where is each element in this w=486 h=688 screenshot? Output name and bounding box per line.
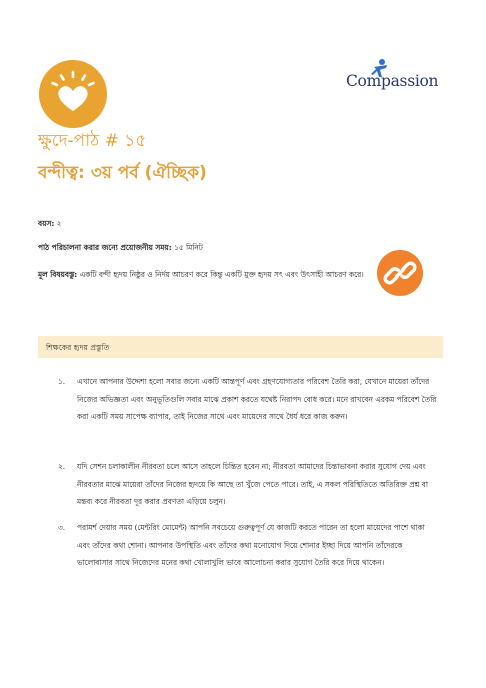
prep-time-label: পাঠ পরিচালনা করার জন্যে প্রয়োজনীয় সময়: bbox=[38, 243, 172, 252]
item-number: ৩. bbox=[58, 523, 66, 532]
item-text: এখানে আপনার উদ্দেশ্য হলো সবার জন্যে একটি আন্তপূর্ণ এবং গ্রহণযোগ্যতার পরিবেশ তৈরি করা, যেখানে মায়েরা তাঁদের নিজের অভিজ্ঞতা এবং অনুভূতিগুলি সবার মাঝে প্রকাশ করতে যথেষ্ট নিরাপদ বোধ করে। মনে রাখবেন এরকম পরিবেশ তৈরি করা একটি সময় সাপেক্ষ ব্যাপার, তাই নিজের সাথে এবং মায়েদের সাথে ধৈর্য ধরে কাজ করুন। bbox=[77, 377, 437, 421]
item-text: পরামর্শ দেয়ার সময় (মেন্টরিং মোমেন্ট) আপনি সবচেয়ে গুরুত্বপূর্ণ যে কাজটি করতে পারেন তা হলো মায়েদের পাশে থাকা এবং তাঁদের কথা শোনা। আপনার উপস্থিতি এবং তাঁদের কথা মনোযোগ দিয়ে শোনার ইচ্ছা দিয়ে আপনি তাঁদেরকে ভালোবাসার সাথে নিজেদের মনের কথা খোলাখুলি ভাবে আলোচনা করার সুযোগ তৈরি করে দিয়ে থাকেন। bbox=[77, 523, 425, 567]
series-title: ক্ষুদে-পাঠ # ১৫ bbox=[38, 131, 147, 151]
link-icon bbox=[377, 250, 423, 296]
age-value: ২ bbox=[56, 219, 62, 228]
compassion-logo bbox=[346, 58, 446, 98]
prep-time-value: ১৫ মিনিট bbox=[174, 243, 203, 252]
logo-text: Compassion bbox=[346, 72, 439, 90]
item-number: ১. bbox=[58, 377, 66, 386]
prep-time-line bbox=[38, 243, 203, 255]
lesson-title: বন্দীত্ব: ৩য় পর্ব (ঐচ্ছিক) bbox=[38, 163, 207, 183]
item-number: ২. bbox=[58, 462, 66, 471]
main-idea-line bbox=[38, 266, 368, 283]
main-idea-label: মূল বিষয়বস্তু: bbox=[38, 270, 78, 279]
item-text: যদি সেশন চলাকালীন নীরবতা চলে আসে তাহলে চিন্তিত হবেন না; নীরবতা আমাদের চিন্তাভাবনা করার সুযোগ দেয় এবং নীরবতার মাঝে মায়েরা তাঁদের নিজের হৃদয়ে কি আছে তা খুঁজে পেতে পারে। তাই, এ সকল পরিস্থিতিতে অতিরিক্ত প্রশ্ন বা মন্তব্য করে নীরবতা দূর করার প্রবণতা এড়িয়ে চলুন। bbox=[77, 462, 428, 506]
age-line bbox=[38, 219, 61, 231]
section-title: শিক্ষকের হৃদয় প্রস্তুতি bbox=[46, 343, 110, 352]
age-label: বয়স: bbox=[38, 219, 55, 228]
heart-icon bbox=[39, 60, 107, 128]
main-idea-value: একটি বন্দী হৃদয় নিষ্ঠুর ও নির্দয় আচরণ করে কিন্তু একটি মুক্ত হৃদয় সৎ এবং উৎসাহী আচরণ করে। bbox=[79, 270, 364, 279]
